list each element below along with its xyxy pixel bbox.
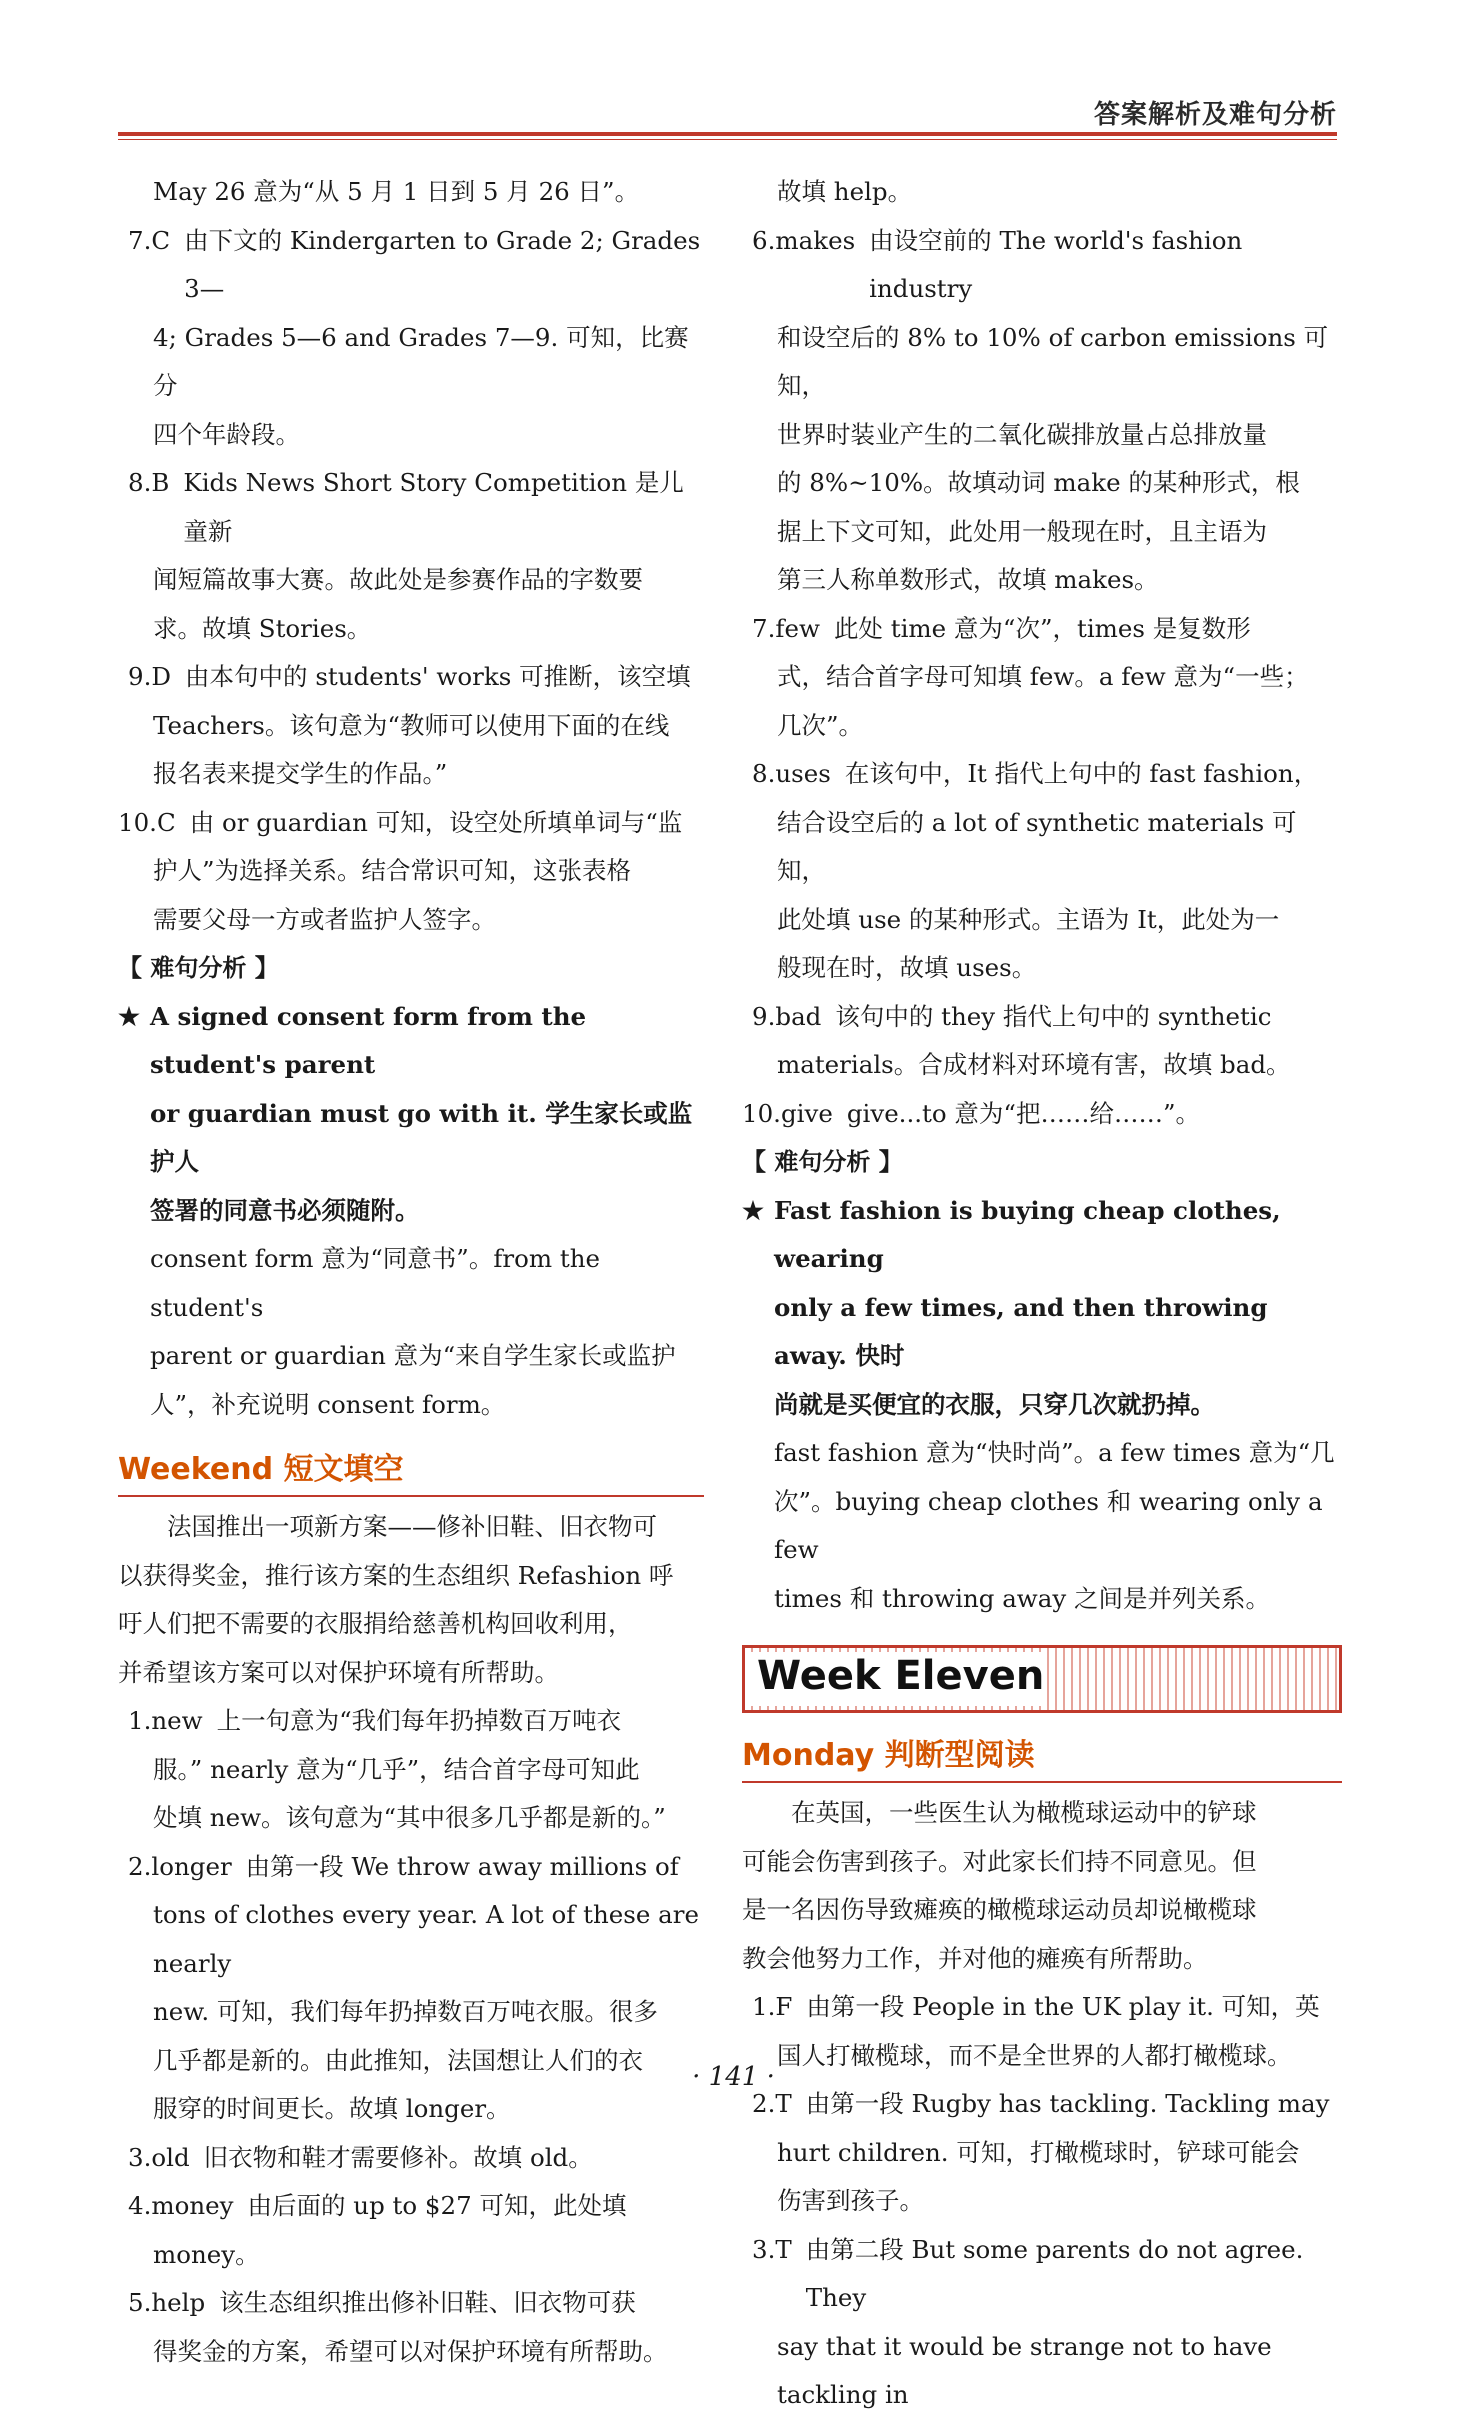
intro-line: 法国推出一项新方案——修补旧鞋、旧衣物可 [167,1512,657,1541]
item-answer: T [775,2234,792,2264]
week-banner [742,1645,1342,1713]
item-line: 由 or guardian 可知，设空处所填单词与“监 [189,807,683,837]
difficult-sentence [118,993,704,1236]
item-line: 结合设空后的 a lot of synthetic materials 可知， [777,807,1297,885]
item-number: 1. [128,1706,152,1735]
item-answer: few [775,613,820,643]
item-line: 服。” nearly 意为“几乎”，结合首字母可知此 [153,1754,640,1784]
weekend-item-2 [118,1843,704,1892]
item-number: 7. [128,225,152,255]
difficult-sentence [742,1187,1342,1430]
item-number: 8. [752,759,776,788]
weekend-item-7 [742,605,1342,654]
continued-text: May 26 意为“从 5 月 1 日到 5 月 26 日”。 [153,177,640,206]
item-answer: makes [775,225,856,255]
header-rule-thin [118,139,1337,140]
answer-item-7 [118,217,704,314]
item-line: 此处 time 意为“次”，times 是复数形 [833,613,1251,643]
answer-item-10 [118,799,704,848]
weekend-item-3 [118,2134,704,2183]
item-line: 该生态组织推出修补旧鞋、旧衣物可获 [219,2288,636,2317]
item-line: 护人”为选择关系。结合常识可知，这张表格 [153,856,632,885]
item-line: 四个年龄段。 [153,419,300,449]
header-rule [118,132,1337,136]
weekend-item-8 [742,750,1342,799]
item-answer: B [151,468,170,497]
monday-item-3 [742,2226,1342,2323]
note-line: parent or guardian 意为“来自学生家长或监护 [150,1341,676,1370]
intro-line: 是一名因伤导致瘫痪的橄榄球运动员却说橄榄球 [742,1895,1257,1924]
item-answer: C [156,807,176,837]
item-line: money。 [153,2239,260,2269]
sentence-line: 尚就是买便宜的衣服，只穿几次就扔掉。 [774,1389,1215,1419]
item-answer: give [780,1098,833,1128]
answer-item-8 [118,459,704,556]
sentence-line: Fast fashion is buying cheap clothes, wearing [774,1195,1281,1273]
item-line: give...to 意为“把……给……”。 [846,1098,1200,1128]
intro-line: 在英国，一些医生认为橄榄球运动中的铲球 [791,1798,1257,1827]
difficult-sentence-heading: 【 难句分析 】 [118,954,279,982]
item-line: 求。故填 Stories。 [153,613,372,643]
item-line: 的 8%~10%。故填动词 make 的某种形式，根 [777,468,1300,497]
sentence-line: 签署的同意书必须随附。 [150,1195,420,1225]
item-line: 4; Grades 5—6 and Grades 7—9. 可知，比赛分 [153,322,689,400]
weekend-item-4 [118,2182,704,2231]
item-answer: F [775,1992,793,2021]
item-line: Kids News Short Story Competition 是儿童新 [183,468,684,546]
item-line: 由第一段 We throw away millions of [245,1851,679,1881]
item-line: 由设空前的 The world's fashion industry [869,225,1243,303]
item-line: 由本句中的 students' works 可推断，该空填 [185,662,691,691]
continued-text: 故填 help。 [777,177,913,206]
item-answer: old [151,2142,190,2172]
item-line: 和设空后的 8% to 10% of carbon emissions 可知， [777,322,1329,400]
item-line: 国人打橄榄球，而不是全世界的人都打橄榄球。 [777,2040,1292,2070]
item-answer: D [151,662,172,691]
item-line: 由第二段 But some parents do not agree. They [805,2234,1304,2312]
item-line: 由第一段 People in the UK play it. 可知，英 [806,1992,1320,2021]
weekend-section-title: Weekend 短文填空 [118,1445,704,1497]
item-number: 9. [752,1001,776,1031]
weekend-item-9 [742,993,1342,1042]
item-answer: help [151,2288,206,2317]
item-number: 3. [128,2142,152,2172]
item-line: 由下文的 Kindergarten to Grade 2; Grades 3— [184,225,701,303]
item-number: 10. [118,807,157,837]
item-line: hurt children. 可知，打橄榄球时，铲球可能会 [777,2137,1300,2167]
item-line: 此处填 use 的某种形式。主语为 It，此处为一 [777,904,1280,934]
star-icon: ★ [742,1195,764,1225]
monday-section-title: Monday 判断型阅读 [742,1731,1342,1783]
weekend-item-1 [118,1697,704,1746]
item-line: 几乎都是新的。由此推知，法国想让人们的衣 [153,2045,643,2075]
running-header: 答案解析及难句分析 [1093,100,1337,130]
note-line: fast fashion 意为“快时尚”。a few times 意为“几 [774,1438,1335,1467]
intro-line: 教会他努力工作，并对他的瘫痪有所帮助。 [742,1943,1208,1973]
left-column [118,168,704,2376]
weekend-item-6 [742,217,1342,314]
item-line: 第三人称单数形式，故填 makes。 [777,565,1159,594]
note-line: 人”，补充说明 consent form。 [150,1389,506,1419]
item-line: materials。合成材料对环境有害，故填 bad。 [777,1050,1291,1079]
item-line: 式，结合首字母可知填 few。a few 意为“一些； [777,662,1309,691]
item-line: 世界时装业产生的二氧化碳排放量占总排放量 [777,419,1267,449]
monday-item-1 [742,1983,1342,2032]
item-line: 报名表来提交学生的作品。” [153,759,448,788]
item-line: 旧衣物和鞋才需要修补。故填 old。 [203,2142,593,2172]
intro-line: 吁人们把不需要的衣服捐给慈善机构回收利用， [118,1609,633,1638]
item-number: 4. [128,2191,152,2220]
item-line: 据上下文可知，此处用一般现在时，且主语为 [777,516,1267,546]
difficult-sentence-heading: 【 难句分析 】 [742,1148,903,1176]
item-line: 需要父母一方或者监护人签字。 [153,904,496,934]
item-answer: T [775,2089,792,2118]
item-line: tons of clothes every year. A lot of these are nearly [153,1900,699,1978]
item-line: 由第一段 Rugby has tackling. Tackling may [805,2089,1330,2118]
note-line: 次”。buying cheap clothes 和 wearing only a few [774,1486,1323,1564]
weekend-item-5 [118,2279,704,2328]
note-line: times 和 throwing away 之间是并列关系。 [774,1583,1271,1613]
item-number: 10. [742,1098,781,1128]
intro-line: 并希望该方案可以对保护环境有所帮助。 [118,1657,559,1687]
item-number: 8. [128,468,152,497]
sentence-line: A signed consent form from the student's parent [150,1001,587,1079]
item-answer: new [151,1706,203,1735]
item-number: 1. [752,1992,776,2021]
item-line: 处填 new。该句意为“其中很多几乎都是新的。” [153,1803,666,1832]
item-line: say that it would be strange not to have tackling in [777,2331,1272,2409]
week-banner-label: Week Eleven [749,1652,1047,1706]
item-line: new. 可知，我们每年扔掉数百万吨衣服。很多 [153,1997,658,2026]
sentence-line: or guardian must go with it. 学生家长或监护人 [150,1098,693,1176]
item-answer: uses [775,759,831,788]
item-line: 般现在时，故填 uses。 [777,953,1037,982]
item-number: 2. [752,2089,776,2118]
item-number: 7. [752,613,776,643]
item-answer: money [151,2191,234,2220]
item-line: 上一句意为“我们每年扔掉数百万吨衣 [216,1706,622,1735]
item-number: 2. [128,1851,152,1881]
answer-item-9 [118,653,704,702]
intro-line: 以获得奖金，推行该方案的生态组织 Refashion 呼 [118,1560,674,1590]
item-line: 得奖金的方案，希望可以对保护环境有所帮助。 [153,2336,668,2366]
note-line: consent form 意为“同意书”。from the student's [150,1244,601,1322]
item-line: Teachers。该句意为“教师可以使用下面的在线 [153,710,670,740]
page-number: · 141 · [692,2062,775,2092]
sentence-line: only a few times, and then throwing away. 快时 [774,1292,1268,1370]
item-line: 该句中的 they 指代上句中的 synthetic [835,1001,1272,1031]
weekend-item-10 [742,1090,1342,1139]
item-line: 由后面的 up to $27 可知，此处填 [247,2191,627,2220]
item-number: 6. [752,225,776,255]
item-answer: C [151,225,171,255]
item-number: 5. [128,2288,152,2317]
item-answer: longer [151,1851,232,1881]
item-line: 伤害到孩子。 [777,2186,924,2215]
item-number: 3. [752,2234,776,2264]
item-line: 在该句中，It 指代上句中的 fast fashion， [844,759,1319,788]
item-number: 9. [128,662,152,691]
intro-line: 可能会伤害到孩子。对此家长们持不同意见。但 [742,1846,1257,1876]
star-icon: ★ [118,1001,140,1031]
item-line: 服穿的时间更长。故填 longer。 [153,2094,511,2123]
item-line: 几次”。 [777,710,864,740]
item-line: 闻短篇故事大赛。故此处是参赛作品的字数要 [153,565,643,594]
item-answer: bad [775,1001,822,1031]
